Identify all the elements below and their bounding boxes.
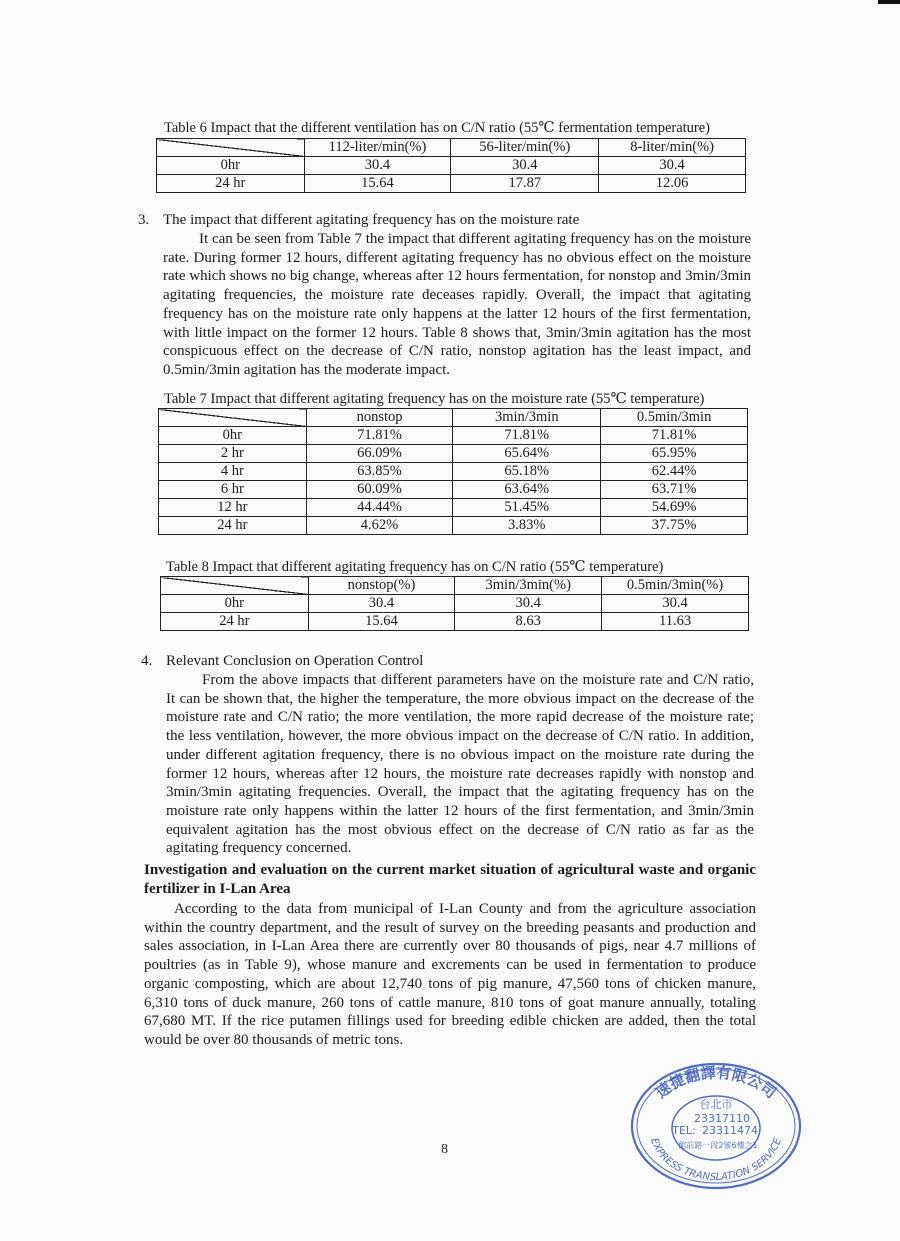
row-label: 2 hr (159, 445, 307, 463)
column-header: 56-liter/min(%) (451, 139, 599, 157)
paragraph-text: It can be seen from Table 7 the impact that different agitating frequency has on the moisture rate. During former 12 hours, different agitating frequency has no obvious effect on the moisture rate which shows no big change, whereas after 12 hours fermentation, for nonstop and 3min/3min agitating frequencies, the moisture rate deceases rapidly. Overall, the impact that agitating frequency has on the moisture rate only happens at the latter 12 hours of the first fermentation, with little impact on the former 12 hours. Table 8 shows that, 3min/3min agitation has the most conspicuous effect on the decrease of C/N ratio, nonstop agitation has the least impact, and 0.5min/3min agitation has the moderate impact. (163, 231, 751, 378)
column-header: 0.5min/3min(%) (602, 577, 749, 595)
table8 (160, 576, 749, 631)
table-row (159, 463, 748, 481)
table-cell: 15.64 (308, 613, 455, 631)
table-header-row (159, 409, 748, 427)
table-cell: 4.62% (306, 517, 453, 535)
table-cell: 30.4 (451, 157, 599, 175)
row-label: 24 hr (161, 613, 309, 631)
table-row (159, 427, 748, 445)
investigation-heading: Investigation and evaluation on the current market situation of agricultural waste and organic fertilizer in I-Lan Area (144, 862, 756, 897)
row-label: 0hr (157, 157, 305, 175)
stamp-city: 台北市 (699, 1098, 733, 1111)
diagonal-header-cell (159, 409, 307, 427)
table-cell: 62.44% (601, 463, 748, 481)
table-cell: 11.63 (602, 613, 749, 631)
column-header: nonstop (306, 409, 453, 427)
section3-heading (138, 212, 579, 229)
table-cell: 51.45% (453, 499, 601, 517)
column-header: 112-liter/min(%) (304, 139, 451, 157)
table7 (158, 408, 748, 535)
section4-paragraph (166, 671, 754, 858)
table-cell: 12.06 (599, 175, 746, 193)
diagonal-header-cell (161, 577, 309, 595)
table7-caption: Table 7 Impact that different agitating frequency has on the moisture rate (55℃ temperature) (164, 391, 705, 407)
page-number: 8 (441, 1142, 448, 1157)
table6 (156, 138, 746, 193)
table-cell: 3.83% (453, 517, 601, 535)
company-seal-stamp (626, 1060, 806, 1190)
table-cell: 30.4 (308, 595, 455, 613)
table-cell: 71.81% (601, 427, 748, 445)
table6-caption: Table 6 Impact that the different ventilation has on C/N ratio (55℃ fermentation temperature) (164, 120, 711, 136)
row-label: 24 hr (157, 175, 305, 193)
stamp-tel1: 23317110 (694, 1112, 750, 1125)
column-header: 8-liter/min(%) (599, 139, 746, 157)
table8-caption: Table 8 Impact that different agitating frequency has on C/N ratio (55℃ temperature) (166, 559, 664, 575)
table-cell: 17.87 (451, 175, 599, 193)
table-cell: 71.81% (306, 427, 453, 445)
table-cell: 60.09% (306, 481, 453, 499)
table-cell: 65.64% (453, 445, 601, 463)
row-label: 0hr (159, 427, 307, 445)
column-header: nonstop(%) (308, 577, 455, 595)
row-label: 0hr (161, 595, 309, 613)
table-row (157, 175, 746, 193)
table-cell: 8.63 (455, 613, 602, 631)
column-header: 0.5min/3min (601, 409, 748, 427)
paragraph-text: From the above impacts that different parameters have on the moisture rate and C/N ratio, It can be shown that, the higher the temperature, the more obvious impact on the decrease of the moisture rate and C/N ratio; the more ventilation, the more rapid decrease of the moisture rate; the less ventilation, however, the more obvious impact on the decrease of C/N ratio. In addition, under different agitation frequency, there is no obvious impact on the moisture rate during the former 12 hours, whereas after 12 hours, the moisture rate decreases rapidly with nonstop and 3min/3min agitating frequencies. Overall, the impact that the agitating frequency has on the moisture rate only happens within the latter 12 hours of the first fermentation, and 3min/3min equivalent agitation has the most obvious effect on the decrease of C/N ratio as far as the agitating frequency concerned. (166, 672, 754, 857)
table-cell: 44.44% (306, 499, 453, 517)
table-cell: 66.09% (306, 445, 453, 463)
table-cell: 30.4 (599, 157, 746, 175)
investigation-paragraph (144, 900, 756, 1050)
table-cell: 30.4 (602, 595, 749, 613)
table-row (161, 595, 749, 613)
table-cell: 54.69% (601, 499, 748, 517)
table-header-row (161, 577, 749, 595)
table-row (159, 499, 748, 517)
row-label: 6 hr (159, 481, 307, 499)
table-row (159, 445, 748, 463)
section3-paragraph (163, 230, 751, 380)
section-title: The impact that different agitating frequency has on the moisture rate (163, 212, 580, 228)
stamp-english-name: EXPRESS TRANSLATION SERVICE (648, 1136, 784, 1184)
table-row (161, 613, 749, 631)
diagonal-header-cell (157, 139, 305, 157)
table-cell: 63.85% (306, 463, 453, 481)
section-number: 3. (138, 212, 150, 228)
scan-corner-mark (878, 0, 900, 4)
column-header: 3min/3min (453, 409, 601, 427)
table-cell: 30.4 (304, 157, 451, 175)
table-cell: 71.81% (453, 427, 601, 445)
section-title: Relevant Conclusion on Operation Control (166, 653, 424, 669)
section4-heading (141, 653, 423, 670)
table-row (159, 517, 748, 535)
table-cell: 37.75% (601, 517, 748, 535)
stamp-address: 館前路一段2號6樓之1 (678, 1141, 758, 1150)
table-cell: 63.64% (453, 481, 601, 499)
table-cell: 65.95% (601, 445, 748, 463)
column-header: 3min/3min(%) (455, 577, 602, 595)
paragraph-text: According to the data from municipal of I-Lan County and from the agriculture association within the country department, and the result of survey on the breeding peasants and production and sales association, in I-Lan Area there are currently over 80 thousands of pigs, near 4.7 millions of poultries (as in Table 9), whose manure and excrements can be used in fermentation to produce organic composting, which are about 12,740 tons of pig manure, 47,560 tons of chicken manure, 6,310 tons of duck manure, 260 tons of cattle manure, 810 tons of goat manure annually, totaling 67,680 MT. If the rice putamen fillings used for breeding edible chicken are added, then the total would be over 80 thousands of metric tons. (144, 901, 756, 1048)
table-header-row (157, 139, 746, 157)
row-label: 4 hr (159, 463, 307, 481)
row-label: 12 hr (159, 499, 307, 517)
stamp-tel-label: TEL: (672, 1124, 696, 1137)
table-row (159, 481, 748, 499)
table-cell: 30.4 (455, 595, 602, 613)
section-number: 4. (141, 653, 153, 669)
table-row (157, 157, 746, 175)
stamp-tel2: 23311474 (702, 1124, 758, 1137)
table-cell: 15.64 (304, 175, 451, 193)
table-cell: 65.18% (453, 463, 601, 481)
stamp-company-name: 速捷翻譯有限公司 (652, 1063, 780, 1102)
row-label: 24 hr (159, 517, 307, 535)
table-cell: 63.71% (601, 481, 748, 499)
